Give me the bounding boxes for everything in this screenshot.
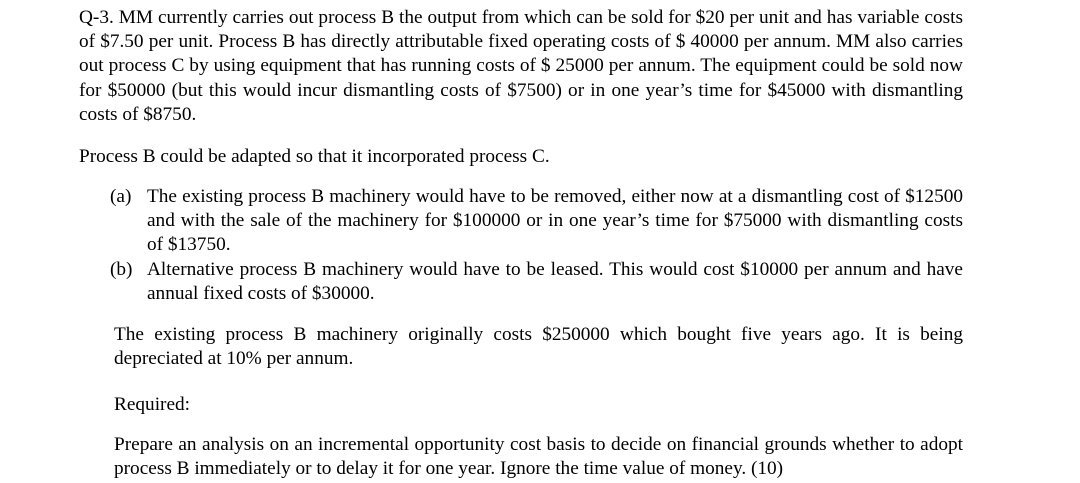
task-text: Prepare an analysis on an incremental opportunity cost basis to decide on financial grounds whether to adopt process B immediately or to delay it for one year. Ignore the time value of money. (10)	[114, 434, 963, 480]
option-b	[110, 258, 963, 306]
option-list	[110, 185, 963, 306]
option-b-text: Alternative process B machinery would have to be leased. This would cost $10000 per annum and have annual fixed costs of $30000.	[147, 258, 963, 304]
option-a	[110, 185, 963, 258]
option-b-marker: (b)	[110, 258, 133, 280]
required-label: Required:	[114, 394, 191, 415]
adaptation-text: Process B could be adapted so that it incorporated process C.	[79, 146, 550, 167]
existing-machinery-text: The existing process B machinery originally costs $250000 which bought five years ago. It is being depreciated at 10% per annum.	[114, 324, 963, 370]
option-a-text: The existing process B machinery would have to be removed, either now at a dismantling cost of $12500 and with the sale of the machinery for $100000 or in one year’s time for $75000 with dismantling costs of $13750.	[147, 186, 963, 256]
question-intro: Q-3. MM currently carries out process B the output from which can be sold for $20 per unit and has variable costs of $7.50 per unit. Process B has directly attributable fixed operating costs of $ 40000 per annum. MM also carries out process C by using equipment that has running costs of $ 25000 per annum. The equipment could be sold now for $50000 (but this would incur dismantling costs of $7500) or in one year’s time for $45000 with dismantling costs of $8750.	[79, 7, 963, 125]
option-a-marker: (a)	[110, 186, 132, 207]
